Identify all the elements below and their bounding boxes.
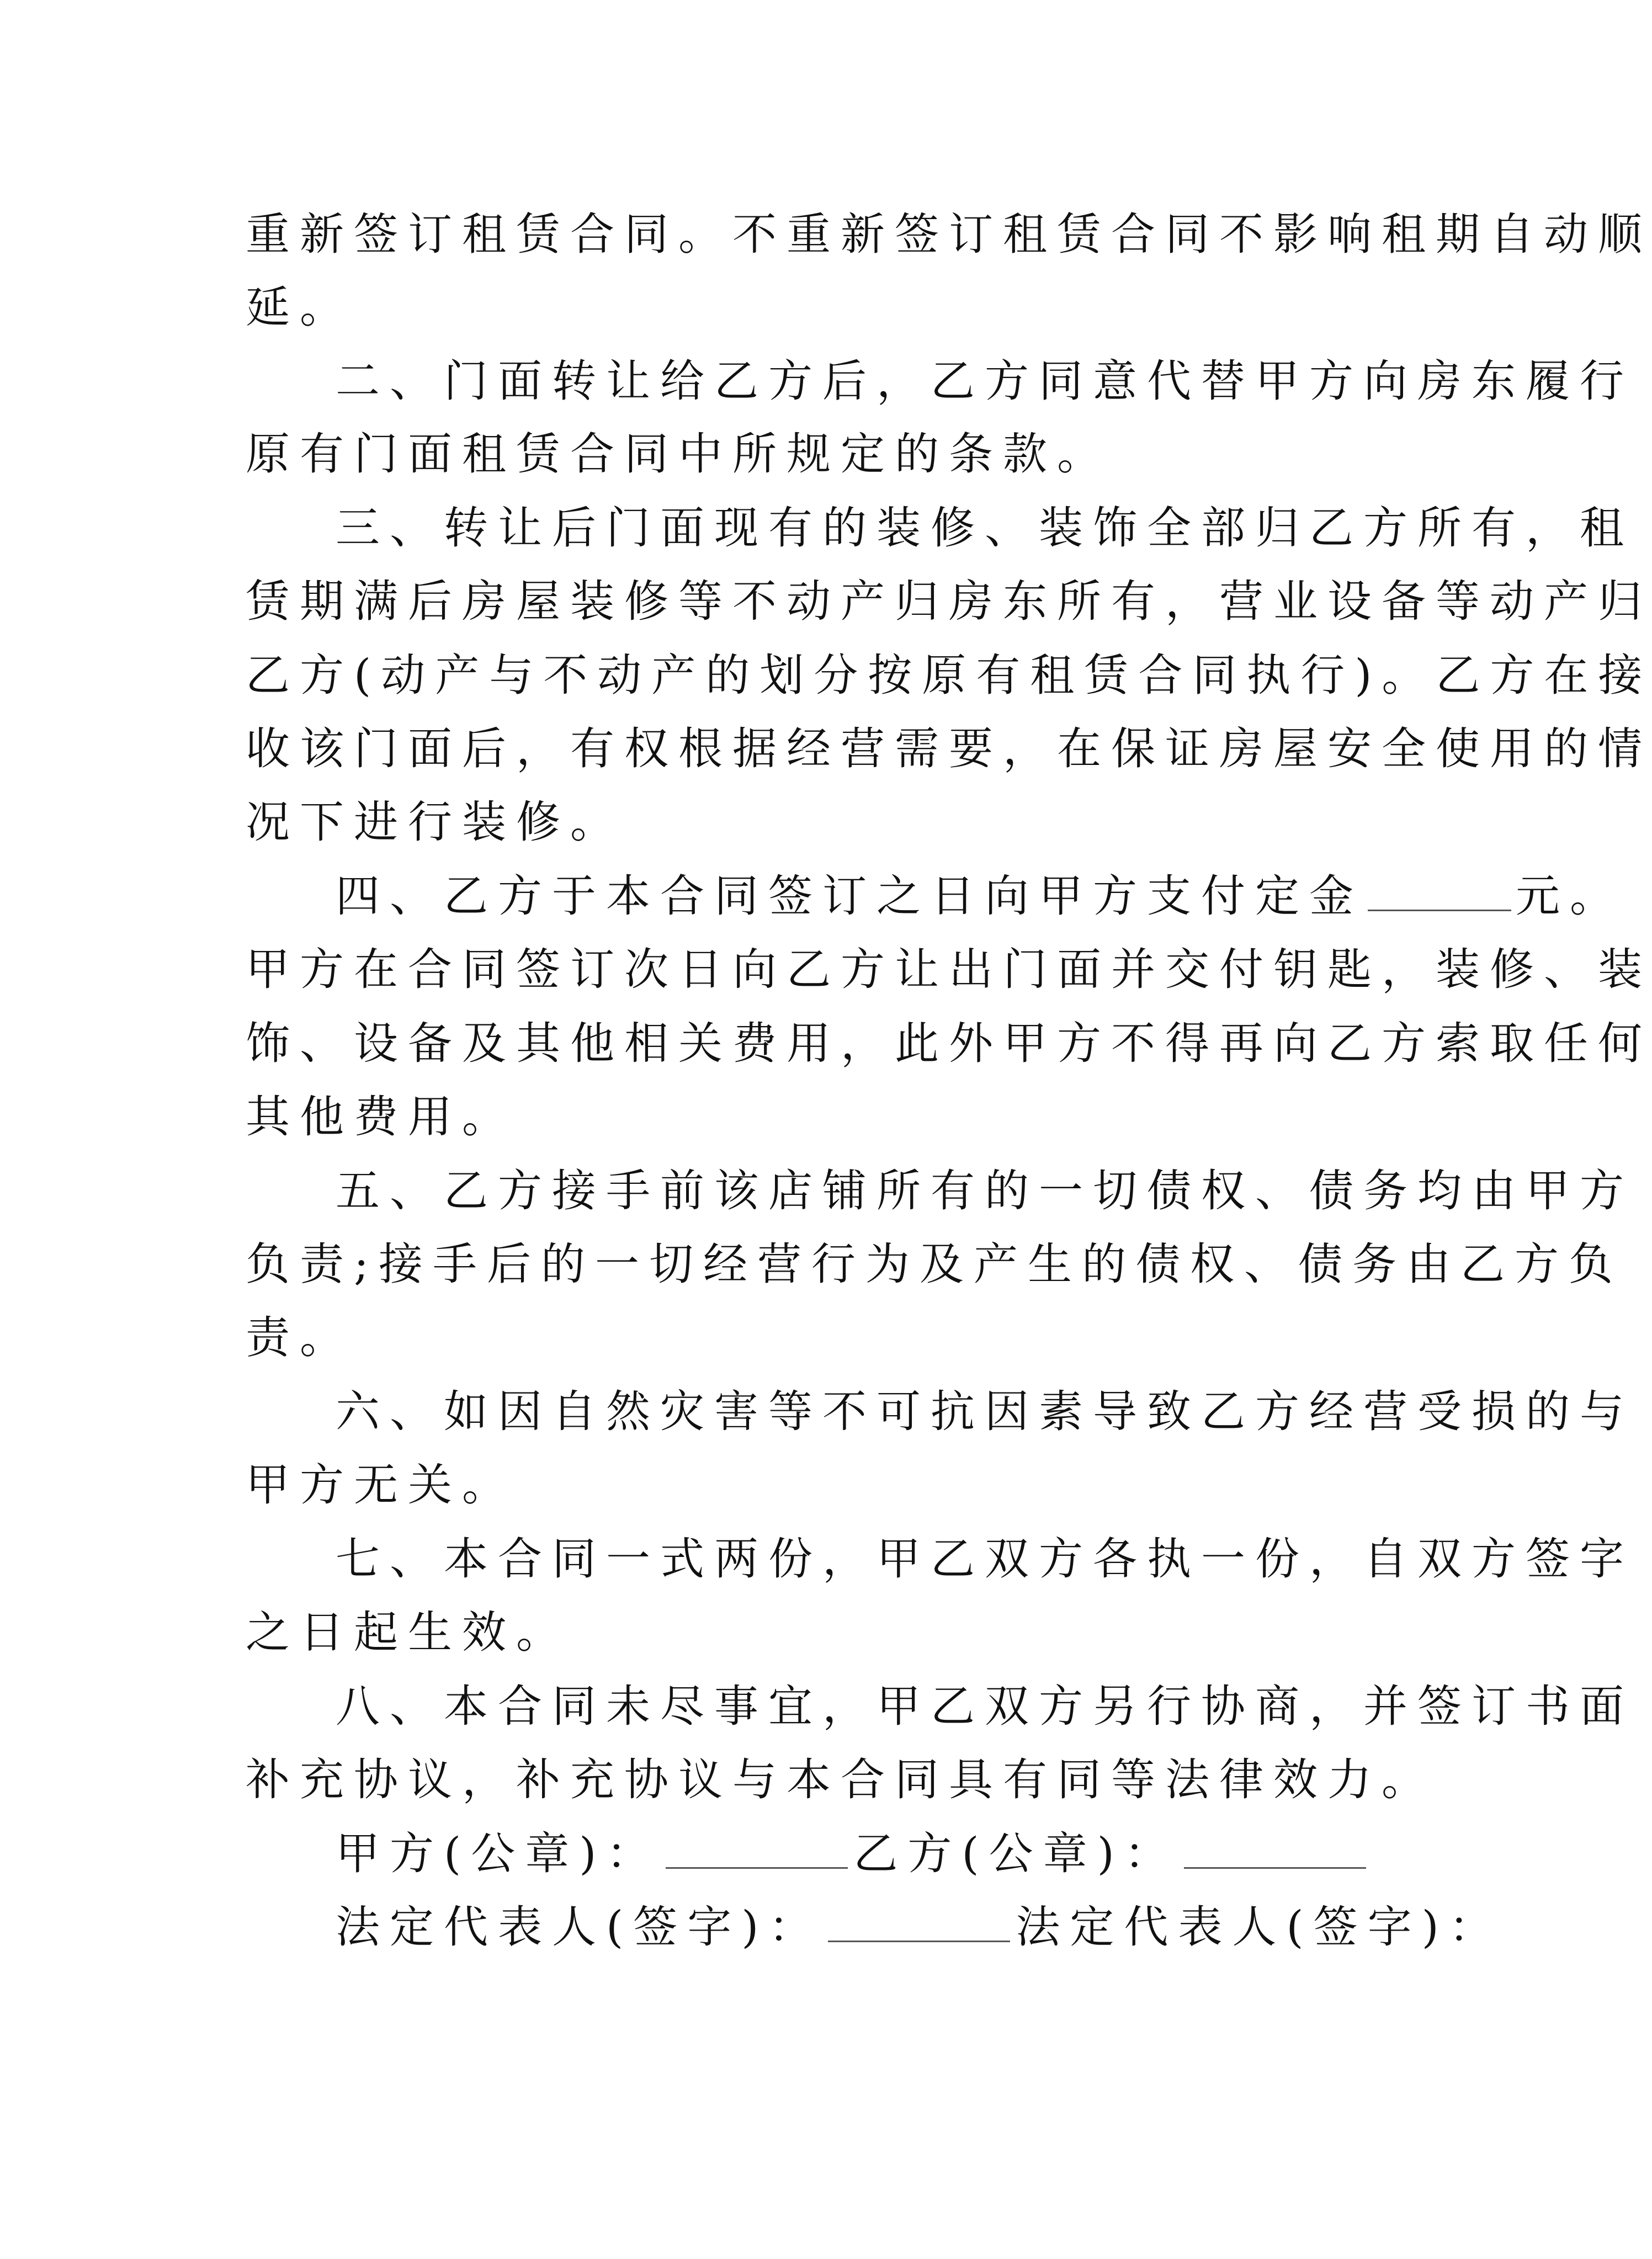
text-line: 延。 xyxy=(246,281,354,333)
text-line: 责。 xyxy=(246,1312,354,1363)
clause-4-line xyxy=(336,869,1624,924)
text-line: 其他费用。 xyxy=(246,1091,516,1142)
text-line: 收该门面后，有权根据经营需要，在保证房屋安全使用的情 xyxy=(246,723,1652,774)
text-line: 甲方无关。 xyxy=(246,1459,516,1511)
clause-3-line: 三、转让后门面现有的装修、装饰全部归乙方所有，租 xyxy=(336,502,1634,554)
representative-line xyxy=(336,1900,1503,1955)
currency-unit: 元。 xyxy=(1516,870,1624,922)
rep-b-label: 法定代表人(签字)： xyxy=(1016,1901,1503,1953)
text-line: 乙方(动产与不动产的划分按原有租赁合同执行)。乙方在接 xyxy=(246,650,1652,701)
rep-a-signature-blank xyxy=(828,1901,1010,1942)
clause-6-line: 六、如因自然灾害等不可抗因素导致乙方经营受损的与 xyxy=(336,1386,1634,1437)
clause-5-line: 五、乙方接手前该店铺所有的一切债权、债务均由甲方 xyxy=(336,1165,1634,1216)
party-a-seal-label: 甲方(公章)： xyxy=(336,1828,661,1879)
text-line: 补充协议，补充协议与本合同具有同等法律效力。 xyxy=(246,1754,1436,1805)
deposit-amount-blank xyxy=(1368,870,1511,911)
text-line: 饰、设备及其他相关费用，此外甲方不得再向乙方索取任何 xyxy=(246,1018,1652,1069)
text-line: 重新签订租赁合同。不重新签订租赁合同不影响租期自动顺 xyxy=(246,209,1652,260)
clause-2-line: 二、门面转让给乙方后，乙方同意代替甲方向房东履行 xyxy=(336,355,1634,407)
text-line: 原有门面租赁合同中所规定的条款。 xyxy=(246,428,1111,480)
party-a-seal-blank xyxy=(666,1827,848,1869)
text-line: 赁期满后房屋装修等不动产归房东所有，营业设备等动产归 xyxy=(246,576,1652,627)
party-b-seal-label: 乙方(公章)： xyxy=(853,1828,1178,1879)
party-b-seal-blank xyxy=(1184,1827,1366,1869)
text-line: 甲方在合同签订次日向乙方让出门面并交付钥匙，装修、装 xyxy=(246,944,1652,995)
clause-8-line: 八、本合同未尽事宜，甲乙双方另行协商，并签订书面 xyxy=(336,1681,1634,1732)
rep-a-label: 法定代表人(签字)： xyxy=(336,1901,823,1953)
clause-4-text: 四、乙方于本合同签订之日向甲方支付定金 xyxy=(336,870,1363,922)
seal-line xyxy=(336,1826,1372,1881)
text-line: 之日起生效。 xyxy=(246,1607,570,1658)
text-line: 况下进行装修。 xyxy=(246,796,624,848)
clause-7-line: 七、本合同一式两份，甲乙双方各执一份，自双方签字 xyxy=(336,1533,1634,1585)
text-line: 负责;接手后的一切经营行为及产生的债权、债务由乙方负 xyxy=(246,1239,1623,1290)
